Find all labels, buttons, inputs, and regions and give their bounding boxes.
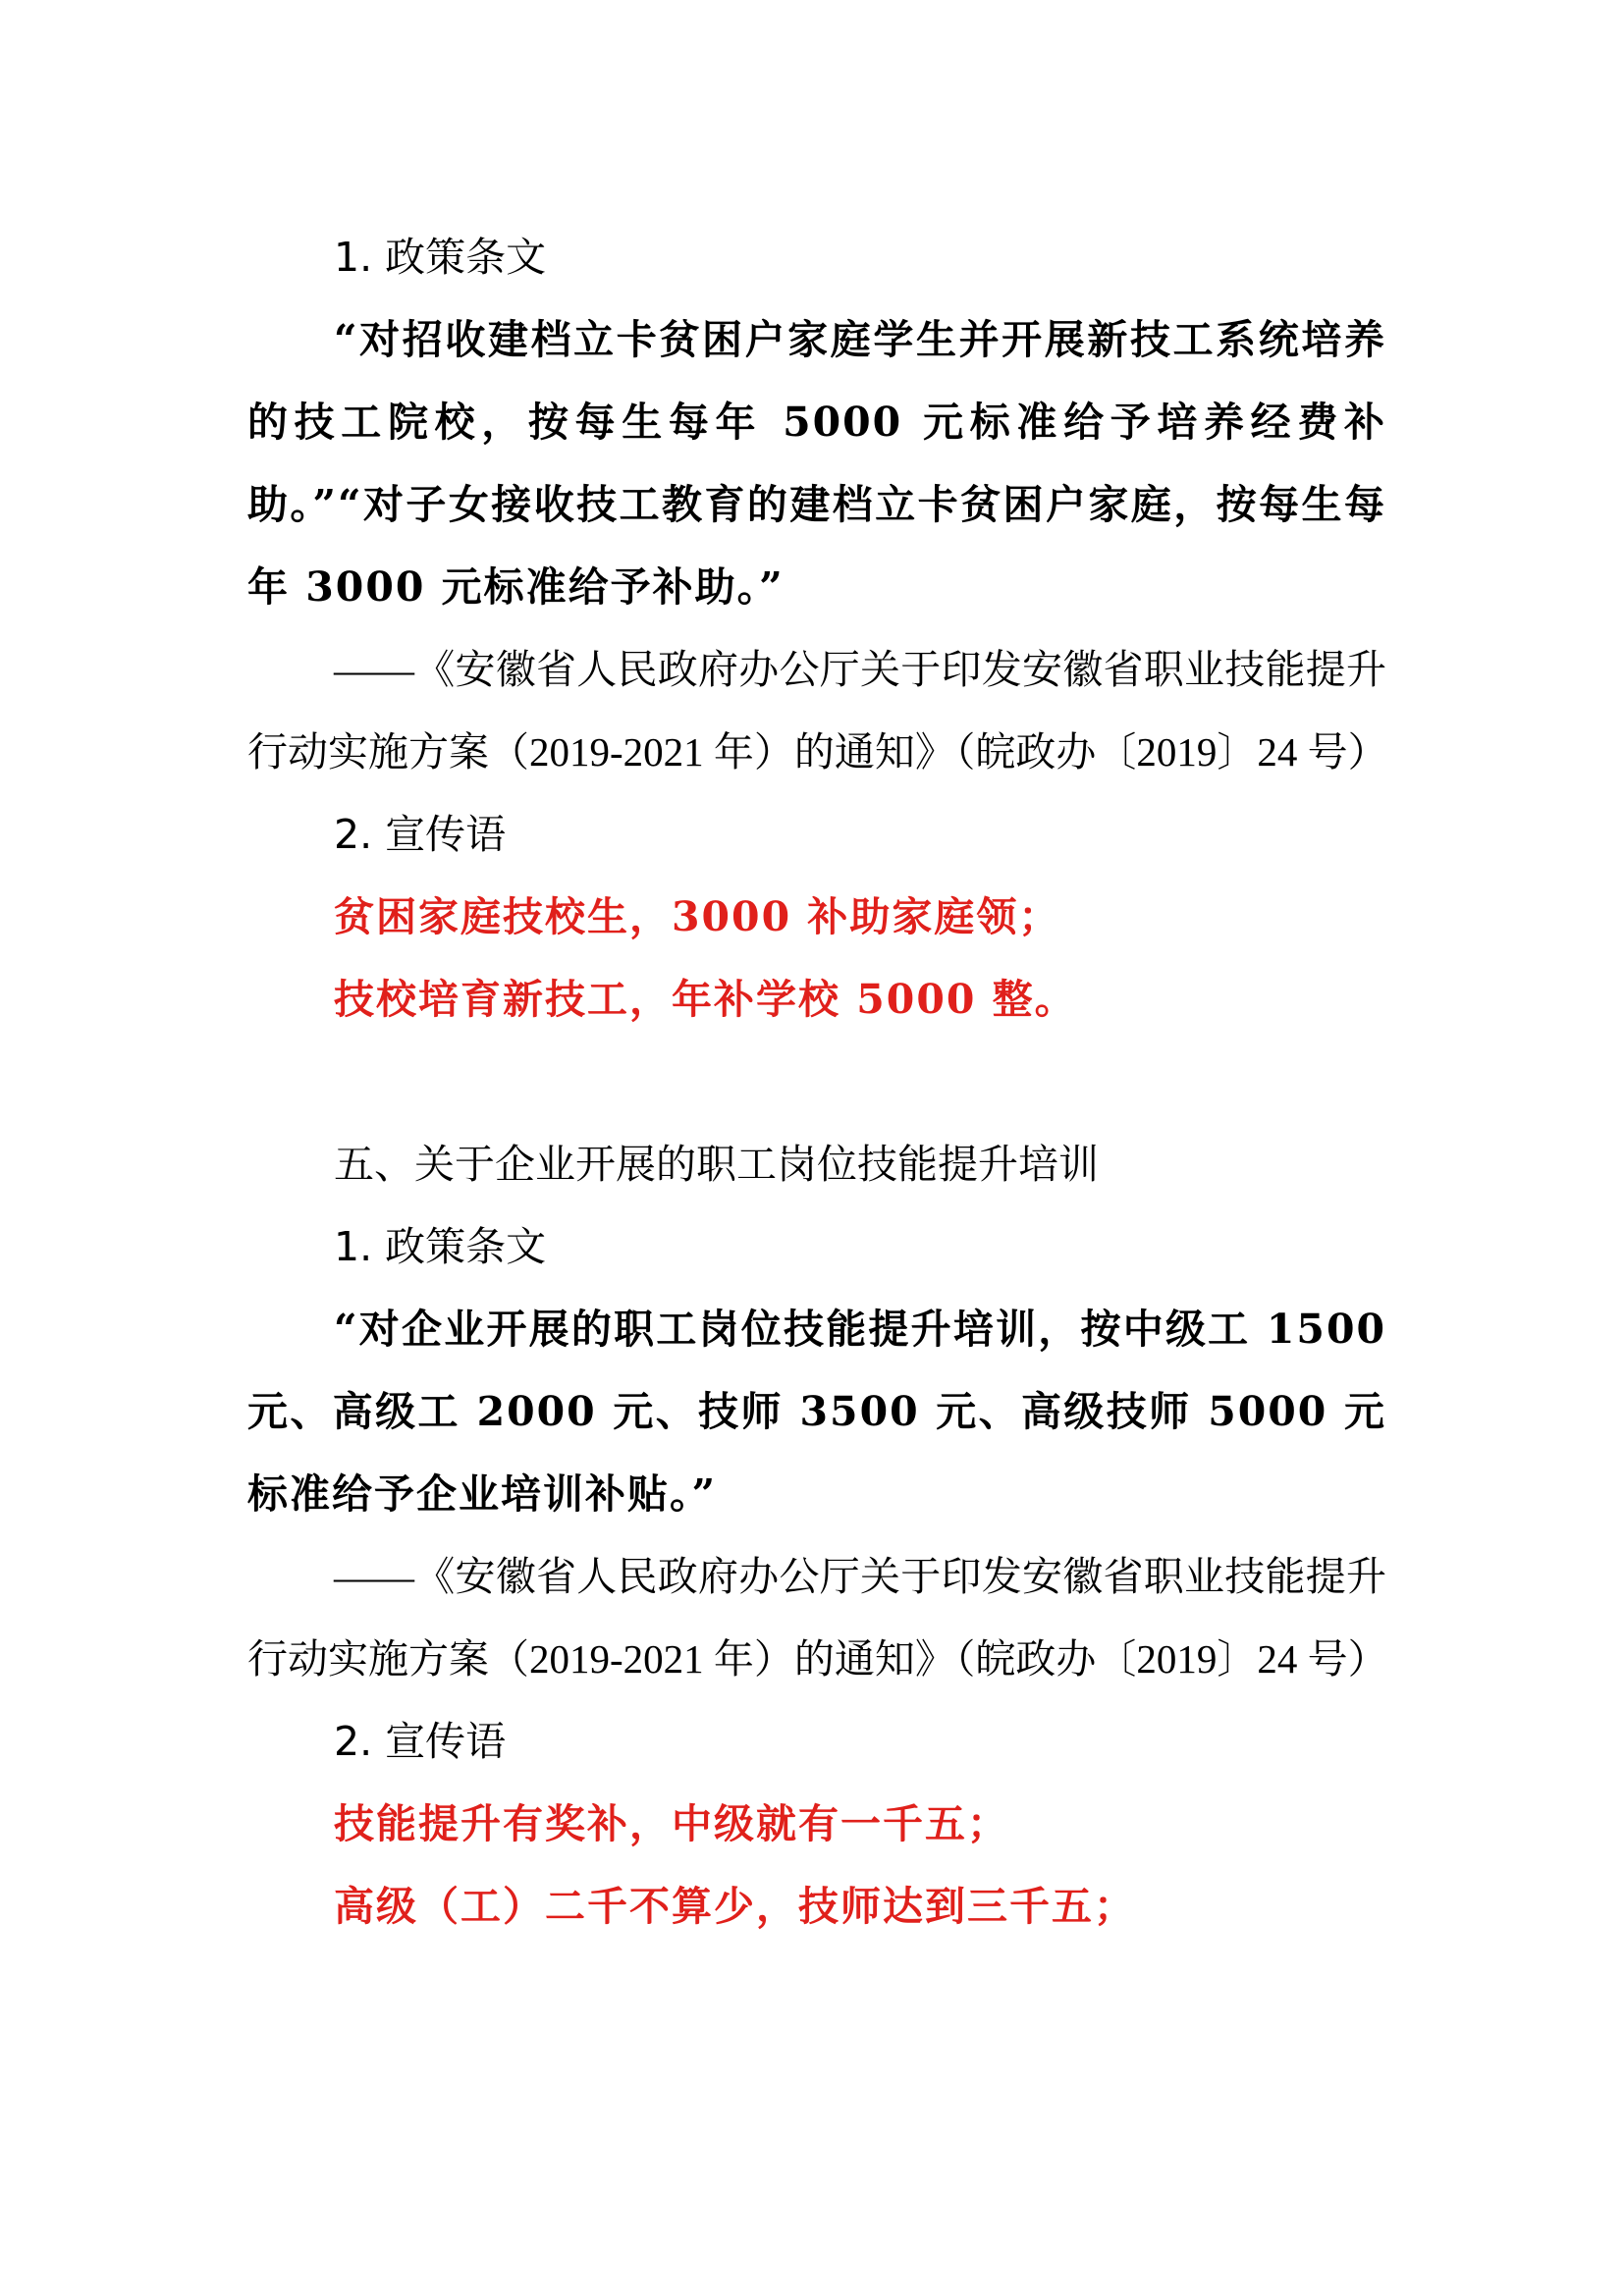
policy-quote: “对企业开展的职工岗位技能提升培训，按中级工 1500 元、高级工 2000 元、技师 3500 元、高级技师 5000 元标准给予企业培训补贴。” <box>247 1306 1386 1518</box>
policy-source: ——《安徽省人民政府办公厅关于印发安徽省职业技能提升行动实施方案（2019-2021 年）的通知》（皖政办〔2019〕24 号） <box>247 1554 1388 1682</box>
slogan-heading: 2. 宣传语 <box>334 1718 507 1765</box>
slogan-line: 高级（工）二千不算少，技师达到三千五； <box>334 1883 1136 1930</box>
section-title: 五、关于企业开展的职工岗位技能提升培训 <box>334 1141 1099 1188</box>
slogan-line: 贫困家庭技校生，3000 补助家庭领； <box>334 893 1061 940</box>
section-gap <box>247 1041 1386 1123</box>
slogan-heading: 2. 宣传语 <box>334 811 507 858</box>
policy-heading: 1. 政策条文 <box>334 1223 547 1270</box>
document-content <box>247 216 1386 1948</box>
slogan-line: 技能提升有奖补，中级就有一千五； <box>334 1800 1009 1847</box>
policy-heading: 1. 政策条文 <box>334 234 547 281</box>
slogan-line: 技校培育新技工，年补学校 5000 整。 <box>334 976 1077 1023</box>
policy-source: ——《安徽省人民政府办公厅关于印发安徽省职业技能提升行动实施方案（2019-2021 年）的通知》（皖政办〔2019〕24 号） <box>247 647 1388 774</box>
policy-quote: “对招收建档立卡贫困户家庭学生并开展新技工系统培养的技工院校，按每生每年 5000 元标准给予培养经费补助。”“对子女接收技工教育的建档立卡贫困户家庭，按每生每年 3000 元标准给予补助。” <box>247 316 1386 611</box>
